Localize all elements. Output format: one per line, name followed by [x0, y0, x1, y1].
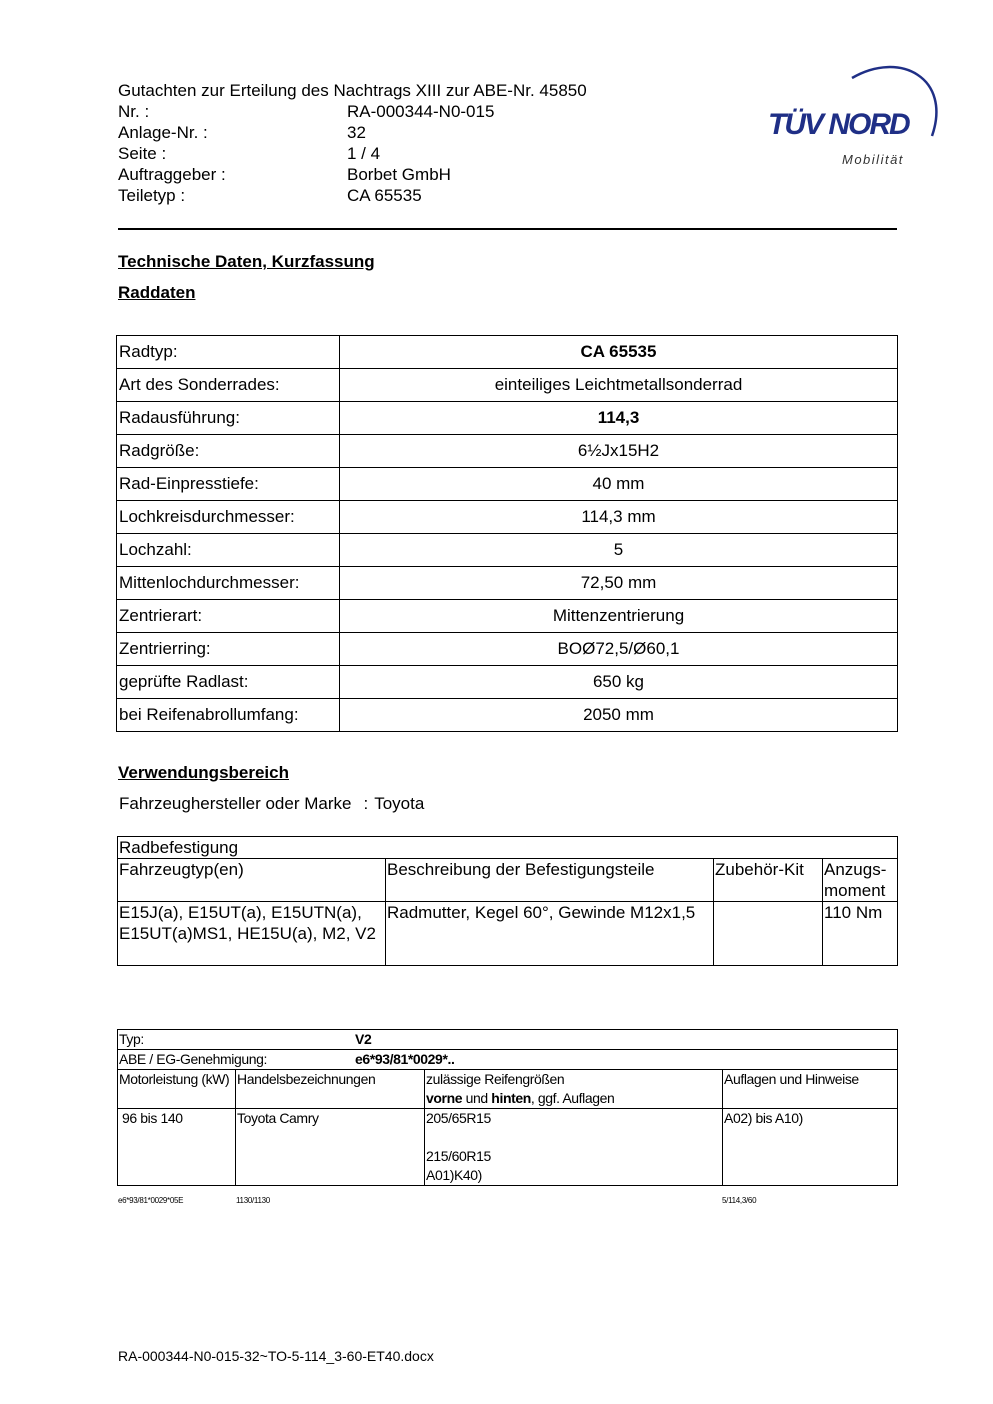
header-field-value: 32 — [347, 123, 366, 142]
row-value: 5 — [340, 534, 898, 567]
row-value: 72,50 mm — [340, 567, 898, 600]
abe-label: ABE / EG-Genehmigung: — [119, 1051, 268, 1067]
header-field-label: Seite : — [118, 144, 167, 163]
header-field-value: CA 65535 — [347, 186, 422, 205]
header-field-value: 1 / 4 — [347, 144, 381, 163]
typ-label: Typ: — [119, 1031, 144, 1047]
row-label: Rad-Einpresstiefe: — [117, 468, 340, 501]
torque-cell: 110 Nm — [823, 902, 898, 966]
row-value: Mittenzentrierung — [340, 600, 898, 633]
header-field-nr — [118, 101, 587, 122]
usage-title: Verwendungsbereich — [118, 763, 289, 782]
mounting-title: Radbefestigung — [118, 837, 898, 859]
document-title: Gutachten zur Erteilung des Nachtrags XIII zur ABE-Nr. 45850 — [118, 81, 587, 100]
tuv-nord-logo — [760, 58, 940, 170]
table-row — [118, 902, 898, 966]
fastener-description-cell: Radmutter, Kegel 60°, Gewinde M12x1,5 — [386, 902, 714, 966]
vehicle-maker-line — [119, 794, 424, 814]
row-value: 6½Jx15H2 — [340, 435, 898, 468]
maker-value: Toyota — [374, 794, 425, 813]
row-label: bei Reifenabrollumfang: — [117, 699, 340, 732]
row-label: Radausführung: — [117, 402, 340, 435]
column-header: Beschreibung der Befestigungsteile — [386, 859, 714, 902]
header-field-anlage — [118, 122, 587, 143]
logo-subtitle: Mobilität — [842, 152, 904, 167]
table-row — [117, 534, 898, 567]
tires-header — [425, 1070, 723, 1109]
header-field-label: Anlage-Nr. : — [118, 123, 208, 142]
row-label: Mittenlochdurchmesser: — [117, 567, 340, 600]
vehicle-types-cell: E15J(a), E15UT(a), E15UTN(a), E15UT(a)MS1, HE15U(a), M2, V2 — [118, 902, 386, 966]
row-label: geprüfte Radlast: — [117, 666, 340, 699]
spacer — [426, 1128, 721, 1147]
header-field-value: RA-000344-N0-015 — [347, 102, 495, 121]
footnote-approval: e6*93/81*0029*05E — [118, 1196, 184, 1205]
accessory-kit-cell — [714, 902, 823, 966]
row-label: Radtyp: — [117, 336, 340, 369]
row-label: Lochzahl: — [117, 534, 340, 567]
row-label: Zentrierring: — [117, 633, 340, 666]
table-row — [117, 336, 898, 369]
table-row — [118, 1109, 898, 1186]
footnote-pattern: 5/114,3/60 — [722, 1196, 757, 1205]
table-header-row — [118, 859, 898, 902]
document-filename: RA-000344-N0-015-32~TO-5-114_3-60-ET40.docx — [118, 1348, 434, 1364]
row-label: Radgröße: — [117, 435, 340, 468]
tires-header-suffix: , ggf. Auflagen — [530, 1090, 615, 1106]
notes-header: Auflagen und Hinweise — [723, 1070, 898, 1109]
table-row — [117, 699, 898, 732]
tire-condition: A01)K40) — [426, 1167, 482, 1183]
mounting-table — [117, 836, 898, 966]
column-header: Zubehör-Kit — [714, 859, 823, 902]
row-value: CA 65535 — [340, 336, 898, 369]
power-header: Motorleistung (kW) — [118, 1070, 236, 1109]
table-row — [117, 501, 898, 534]
tires-header-line1: zulässige Reifengrößen — [426, 1071, 565, 1087]
table-row — [117, 402, 898, 435]
header-field-teiletyp — [118, 185, 587, 206]
row-label: Lochkreisdurchmesser: — [117, 501, 340, 534]
maker-separator: : — [363, 794, 369, 813]
typ-cell — [118, 1030, 898, 1050]
tires-cell — [425, 1109, 723, 1186]
row-value: 2050 mm — [340, 699, 898, 732]
tires-header-rear: hinten — [491, 1090, 531, 1106]
wheel-data-table — [116, 335, 898, 732]
maker-label: Fahrzeughersteller oder Marke — [119, 794, 352, 813]
abe-value: e6*93/81*0029*.. — [355, 1051, 455, 1067]
row-value: 114,3 — [340, 402, 898, 435]
typ-value: V2 — [355, 1031, 372, 1047]
table-row — [117, 666, 898, 699]
footnote-load: 1130/1130 — [236, 1196, 270, 1205]
name-cell: Toyota Camry — [236, 1109, 425, 1186]
column-header: Fahrzeugtyp(en) — [118, 859, 386, 902]
header-field-auftraggeber — [118, 164, 587, 185]
row-value: 40 mm — [340, 468, 898, 501]
tires-header-and: und — [465, 1090, 488, 1106]
table-title-row — [118, 837, 898, 859]
abe-row — [118, 1050, 898, 1070]
section-title: Technische Daten, Kurzfassung — [118, 252, 375, 271]
names-header: Handelsbezeichnungen — [236, 1070, 425, 1109]
power-cell: 96 bis 140 — [118, 1109, 236, 1186]
header-field-seite — [118, 143, 587, 164]
notes-cell: A02) bis A10) — [723, 1109, 898, 1186]
document-header — [118, 80, 587, 206]
logo-wordmark: TÜV NORD — [768, 108, 909, 141]
table-row — [117, 633, 898, 666]
table-row — [117, 369, 898, 402]
table-header-row — [118, 1070, 898, 1109]
header-field-value: Borbet GmbH — [347, 165, 451, 184]
row-value: BOØ72,5/Ø60,1 — [340, 633, 898, 666]
tires-header-front: vorne — [426, 1090, 463, 1106]
header-divider — [118, 228, 897, 230]
abe-cell — [118, 1050, 898, 1070]
tire-size-2: 215/60R15 — [426, 1148, 491, 1164]
row-value: 114,3 mm — [340, 501, 898, 534]
row-label: Art des Sonderrades: — [117, 369, 340, 402]
row-value: einteiliges Leichtmetallsonderrad — [340, 369, 898, 402]
typ-row — [118, 1030, 898, 1050]
vehicle-table — [117, 1029, 898, 1186]
table-row — [117, 600, 898, 633]
row-label: Zentrierart: — [117, 600, 340, 633]
row-value: 650 kg — [340, 666, 898, 699]
wheel-data-title: Raddaten — [118, 283, 196, 302]
column-header: Anzugs-moment — [823, 859, 898, 902]
header-field-label: Teiletyp : — [118, 186, 186, 205]
table-row — [117, 567, 898, 600]
tire-size-1: 205/65R15 — [426, 1110, 491, 1126]
table-row — [117, 435, 898, 468]
header-field-label: Nr. : — [118, 102, 150, 121]
header-field-label: Auftraggeber : — [118, 165, 226, 184]
table-row — [117, 468, 898, 501]
